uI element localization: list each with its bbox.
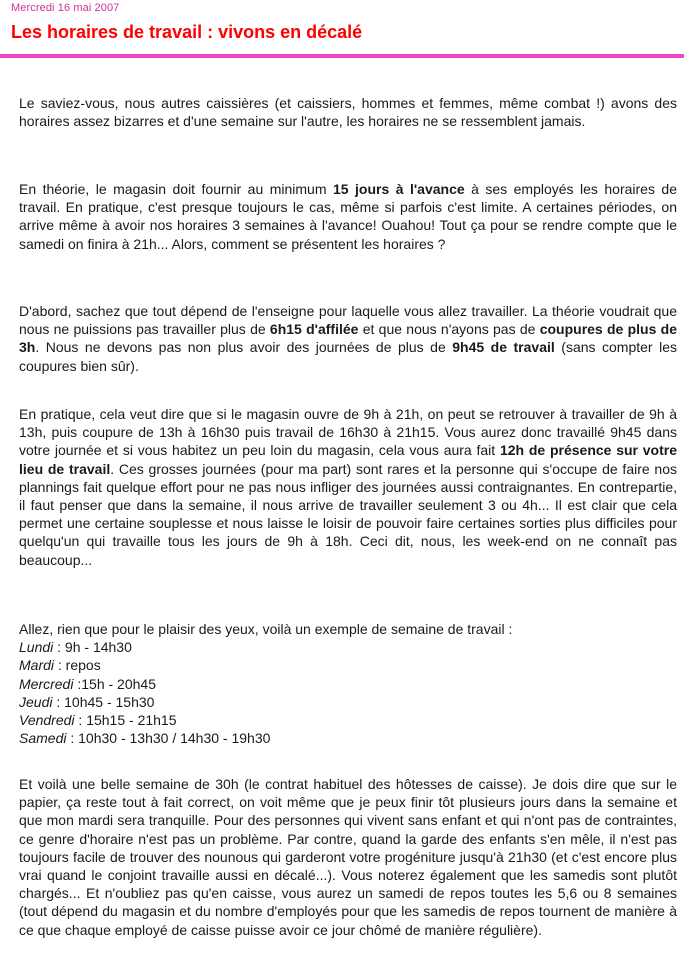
schedule-row <box>19 711 512 729</box>
schedule-row <box>19 675 512 693</box>
schedule-row <box>19 656 512 674</box>
text-run: . Ces grosses journées (pour ma part) sont rares et la personne qui s'occupe de faire nos plannings fait quelque effort pour ne pas nous infliger des journées aussi contraignantes. En contrepartie, il faut penser que dans la semaine, il nous arrive de travailler seulement 3 ou 4h... Il est clair que cela permet une certaine souplesse et nous laisse le loisir de pouvoir faire certaines sorties plus difficiles pour quelqu'un qui travaille tous les jours de 9h à 18h. Ceci dit, nous, les week-end on ne connaît pas beaucoup... <box>19 460 678 568</box>
schedule-hours: : 15h15 - 21h15 <box>74 712 177 729</box>
schedule-day: Vendredi <box>19 712 75 729</box>
text-run: D'abord, sachez que tout dépend de l'enseigne pour laquelle vous allez travailler. La théorie voudrait que nous ne puissions pas travailler plus de <box>19 303 677 338</box>
schedule-row <box>19 638 512 656</box>
paragraph-schedule <box>19 620 512 747</box>
schedule-day: Mercredi <box>19 675 74 692</box>
schedule-day: Lundi <box>19 639 54 656</box>
schedule-day: Jeudi <box>19 693 53 710</box>
paragraph-theory <box>19 180 677 253</box>
emphasis-text: 15 jours à l'avance <box>332 181 465 197</box>
paragraph-rules <box>19 302 677 375</box>
text-run: à ses employés les horaires de travail. En pratique, c'est presque toujours le cas, même si parfois c'est limite. A certaines périodes, on arrive même à avoir nos horaires 3 semaines à l'avance! Ouahou! Tout ça pour se rendre compte que le samedi on finira à 21h... Alors, comment se présentent les horaires ? <box>19 181 677 252</box>
schedule-hours: : 9h - 14h30 <box>53 639 132 656</box>
post-title[interactable]: Les horaires de travail : vivons en décalé <box>11 22 363 42</box>
text-run: . Nous ne devons pas non plus avoir des journées de plus de <box>35 339 453 356</box>
title-divider <box>0 54 684 58</box>
schedule-intro: Allez, rien que pour le plaisir des yeux, voilà un exemple de semaine de travail : <box>19 621 513 637</box>
text-run: En pratique, cela veut dire que si le magasin ouvre de 9h à 21h, on peut se retrouver à travailler de 9h à 13h, puis coupure de 13h à 16h30 puis travail de 16h30 à 21h15. Vous aurez donc travaillé 9h45 dans votre journée et si vous habitez un peu loin du magasin, cela vous aura fait <box>19 406 677 459</box>
emphasis-text: 6h15 d'affilée <box>269 321 359 338</box>
post-date: Mercredi 16 mai 2007 <box>11 2 120 14</box>
emphasis-text: coupures de plus de 3h <box>19 321 677 356</box>
text-run: (sans compter les coupures bien sûr). <box>19 339 677 374</box>
schedule-day: Mardi <box>19 657 55 674</box>
schedule-row <box>19 693 512 711</box>
schedule-hours: : 10h45 - 15h30 <box>52 693 155 710</box>
emphasis-text: 12h de présence sur votre lieu de travail <box>19 442 677 477</box>
paragraph-intro: Le saviez-vous, nous autres caissières (et caissiers, hommes et femmes, même combat !) avons des horaires assez bizarres et d'une semaine sur l'autre, les horaires ne se ressemblent jamais. <box>19 95 677 130</box>
schedule-hours: : 10h30 - 13h30 / 14h30 - 19h30 <box>66 730 271 747</box>
schedule-row <box>19 729 512 747</box>
schedule-hours: :15h - 20h45 <box>73 675 156 692</box>
paragraph-conclusion: Et voilà une belle semaine de 30h (le contrat habituel des hôtesses de caisse). Je dois dire que sur le papier, ça reste tout à fait correct, on voit même que je peux finir tôt plusieurs jours dans la semaine et que mon mardi sera tranquille. Pour des personnes qui vivent sans enfant et qui n'ont pas de contraintes, ce genre d'horaire n'est pas un problème. Par contre, quand la garde des enfants s'en mêle, il n'est pas toujours facile de trouver des nounous qui garderont votre progéniture jusqu'à 21h30 (et c'est encore plus vrai quand le conjoint travaille aussi en décalé...). Vous noterez également que les samedis sont plutôt chargés... Et n'oubliez pas qu'en caisse, vous aurez un samedi de repos toutes les 5,6 ou 8 semaines (tout dépend du magasin et du nombre d'employés pour que les samedis de repos tournent de manière à ce que chaque employé de caisse puisse avoir ce jour chômé de manière régulière). <box>19 776 677 938</box>
text-run: et que nous n'ayons pas de <box>358 321 540 338</box>
emphasis-text: 9h45 de travail <box>452 339 555 356</box>
text-run: En théorie, le magasin doit fournir au minimum <box>19 181 333 197</box>
paragraph-practice <box>19 405 677 569</box>
schedule-day: Samedi <box>19 730 67 747</box>
schedule-hours: : repos <box>54 657 101 674</box>
